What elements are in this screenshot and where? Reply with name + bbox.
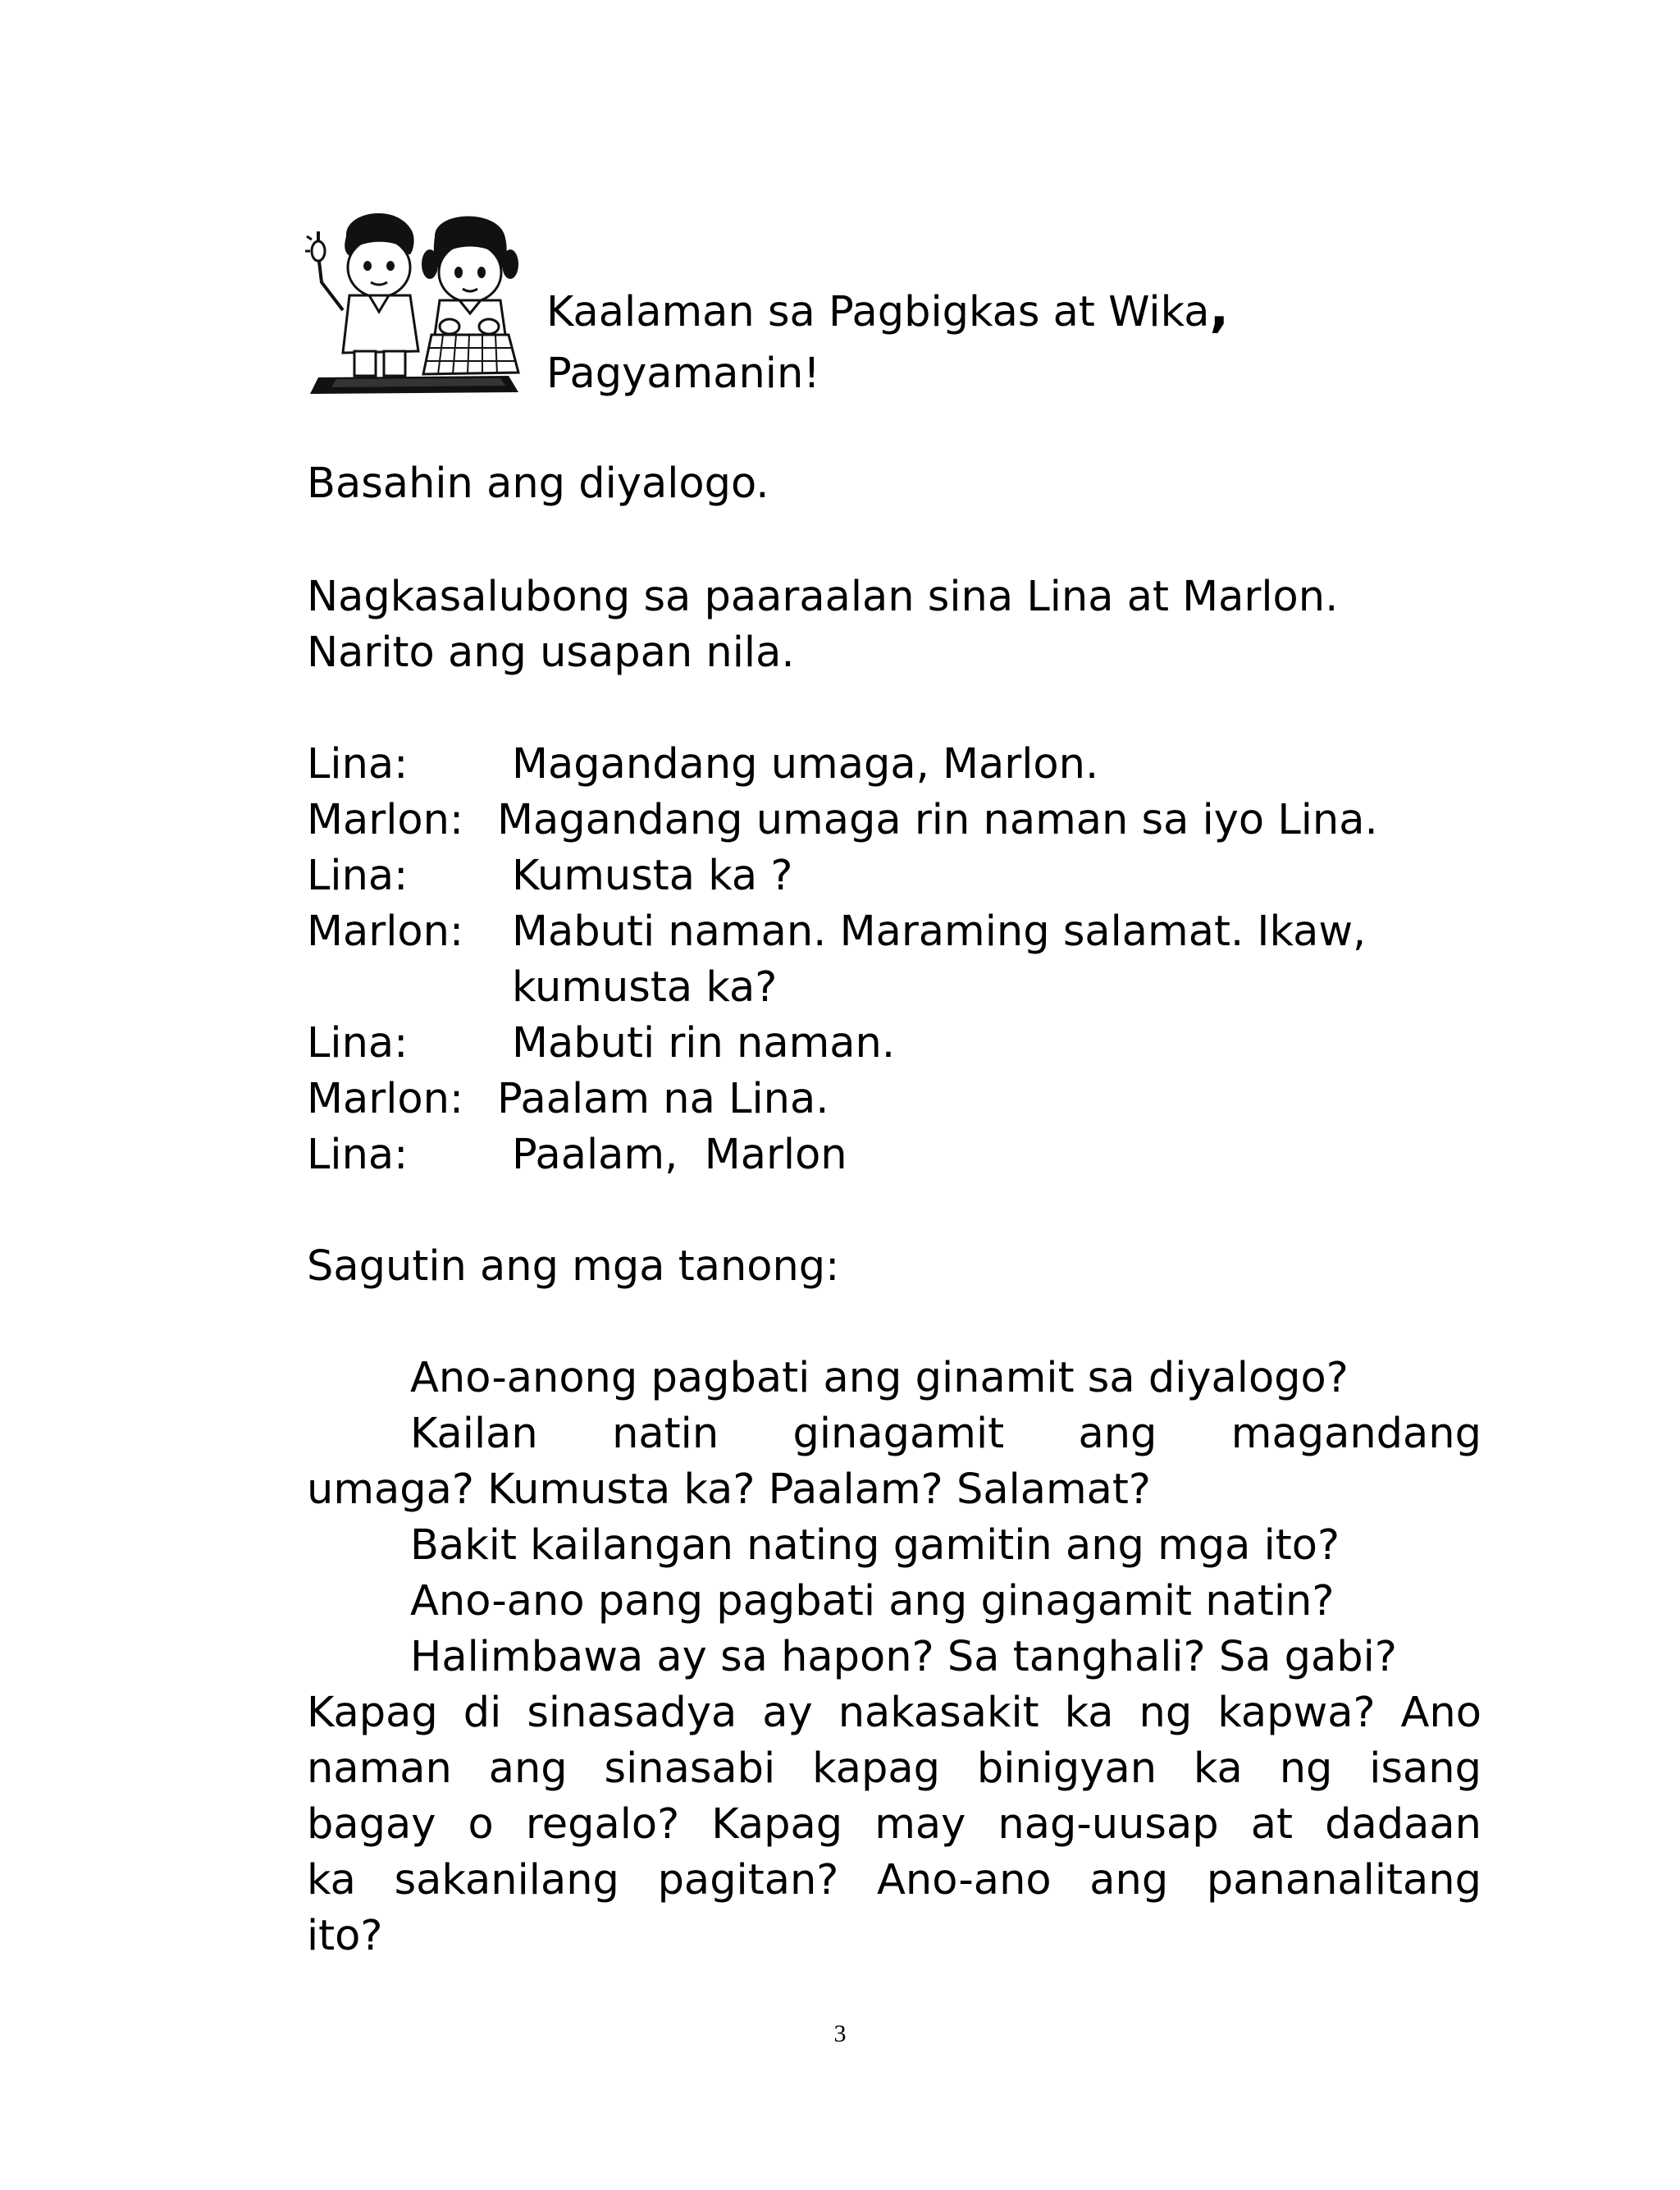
justified-word: at [1250, 1800, 1293, 1849]
justified-word: sakanilang [394, 1856, 619, 1904]
question-5-line5 [307, 1853, 1481, 1909]
justified-word: dadaan [1325, 1800, 1481, 1849]
boy-figure [305, 213, 418, 376]
dialogue-text: Magandang umaga rin naman sa iyo Lina. [497, 796, 1378, 844]
justified-word: ka [307, 1856, 356, 1904]
girl-figure [422, 217, 518, 375]
justified-word: ang [488, 1744, 568, 1793]
justified-word: sinasabi [604, 1744, 776, 1793]
justified-word: naman [307, 1744, 452, 1793]
justified-word: ay [762, 1689, 813, 1737]
justified-word: bagay [307, 1800, 436, 1849]
dialogue-text: Mabuti naman. Maraming salamat. Ikaw, [512, 908, 1367, 956]
justified-word: pagitan? [657, 1856, 839, 1904]
intro-line-1: Nagkasalubong sa paaraalan sina Lina at Marlon. [307, 573, 1339, 621]
dialogue-speaker: Lina: [307, 740, 409, 789]
justified-word: may [874, 1800, 966, 1849]
questions-heading: Sagutin ang mga tanong: [307, 1242, 840, 1291]
justified-word: Kapag [711, 1800, 843, 1849]
question-3: Bakit kailangan nating gamitin ang mga ito? [410, 1521, 1340, 1570]
question-2-word: ginagamit [792, 1410, 1005, 1458]
justified-word: Ano-ano [877, 1856, 1052, 1904]
intro-line-2: Narito ang usapan nila. [307, 629, 795, 677]
question-2-word: ang [1078, 1410, 1157, 1458]
question-1: Ano-anong pagbati ang ginamit sa diyalogo? [410, 1354, 1349, 1402]
justified-word: Kapag [307, 1689, 438, 1737]
justified-word: ka [1193, 1744, 1243, 1793]
instruction-read: Basahin ang diyalogo. [307, 459, 769, 508]
question-2-word: Kailan [410, 1410, 538, 1458]
question-2-line1 [307, 1406, 1481, 1462]
justified-word: o [468, 1800, 494, 1849]
question-2-line2: umaga? Kumusta ka? Paalam? Salamat? [307, 1465, 1151, 1514]
justified-word: kapag [812, 1744, 940, 1793]
dialogue-speaker: Lina: [307, 1019, 409, 1068]
page-number: 3 [833, 2020, 847, 2047]
dialogue-text: Mabuti rin naman. [512, 1019, 896, 1068]
section-title-comma: , [1209, 278, 1230, 338]
question-4: Ano-ano pang pagbati ang ginagamit natin? [410, 1577, 1335, 1625]
question-5-line2 [307, 1685, 1481, 1741]
question-2-word: magandang [1230, 1410, 1481, 1458]
justified-word: pananalitang [1206, 1856, 1481, 1904]
dialogue-text: Paalam na Lina. [497, 1075, 829, 1123]
dialogue-text: Magandang umaga, Marlon. [512, 740, 1099, 789]
justified-word: nag-uusap [998, 1800, 1219, 1849]
dialogue-speaker: Marlon: [307, 1075, 464, 1123]
justified-word: isang [1369, 1744, 1481, 1793]
dialogue-speaker: Marlon: [307, 908, 464, 956]
dialogue-speaker: Lina: [307, 852, 409, 900]
question-5-line6: ito? [307, 1912, 383, 1960]
question-5-line4 [307, 1797, 1481, 1853]
dialogue-speaker: Marlon: [307, 796, 464, 844]
children-illustration [304, 203, 541, 396]
question-5-line3 [307, 1741, 1481, 1797]
question-2-word: natin [612, 1410, 719, 1458]
section-title-line2: Pagyamanin! [546, 350, 820, 398]
section-title-line1 [546, 278, 1230, 338]
question-5-line1: Halimbawa ay sa hapon? Sa tanghali? Sa gabi? [410, 1633, 1397, 1681]
dialogue-text: Paalam, Marlon [512, 1131, 847, 1179]
dialogue-text: Kumusta ka ? [512, 852, 793, 900]
questions-block [307, 1351, 1481, 1964]
justified-word: di [463, 1689, 502, 1737]
justified-word: regalo? [525, 1800, 680, 1849]
justified-word: ng [1279, 1744, 1333, 1793]
justified-word: ang [1089, 1856, 1169, 1904]
justified-word: Ano [1400, 1689, 1481, 1737]
dialogue-speaker: Lina: [307, 1131, 409, 1179]
justified-word: binigyan [976, 1744, 1157, 1793]
justified-word: ng [1139, 1689, 1193, 1737]
dialogue-text: kumusta ka? [512, 963, 778, 1012]
justified-word: kapwa? [1217, 1689, 1376, 1737]
section-title-text: Kaalaman sa Pagbigkas at Wika [546, 288, 1210, 336]
justified-word: sinasadya [527, 1689, 737, 1737]
justified-word: ka [1064, 1689, 1114, 1737]
justified-word: nakasakit [838, 1689, 1039, 1737]
